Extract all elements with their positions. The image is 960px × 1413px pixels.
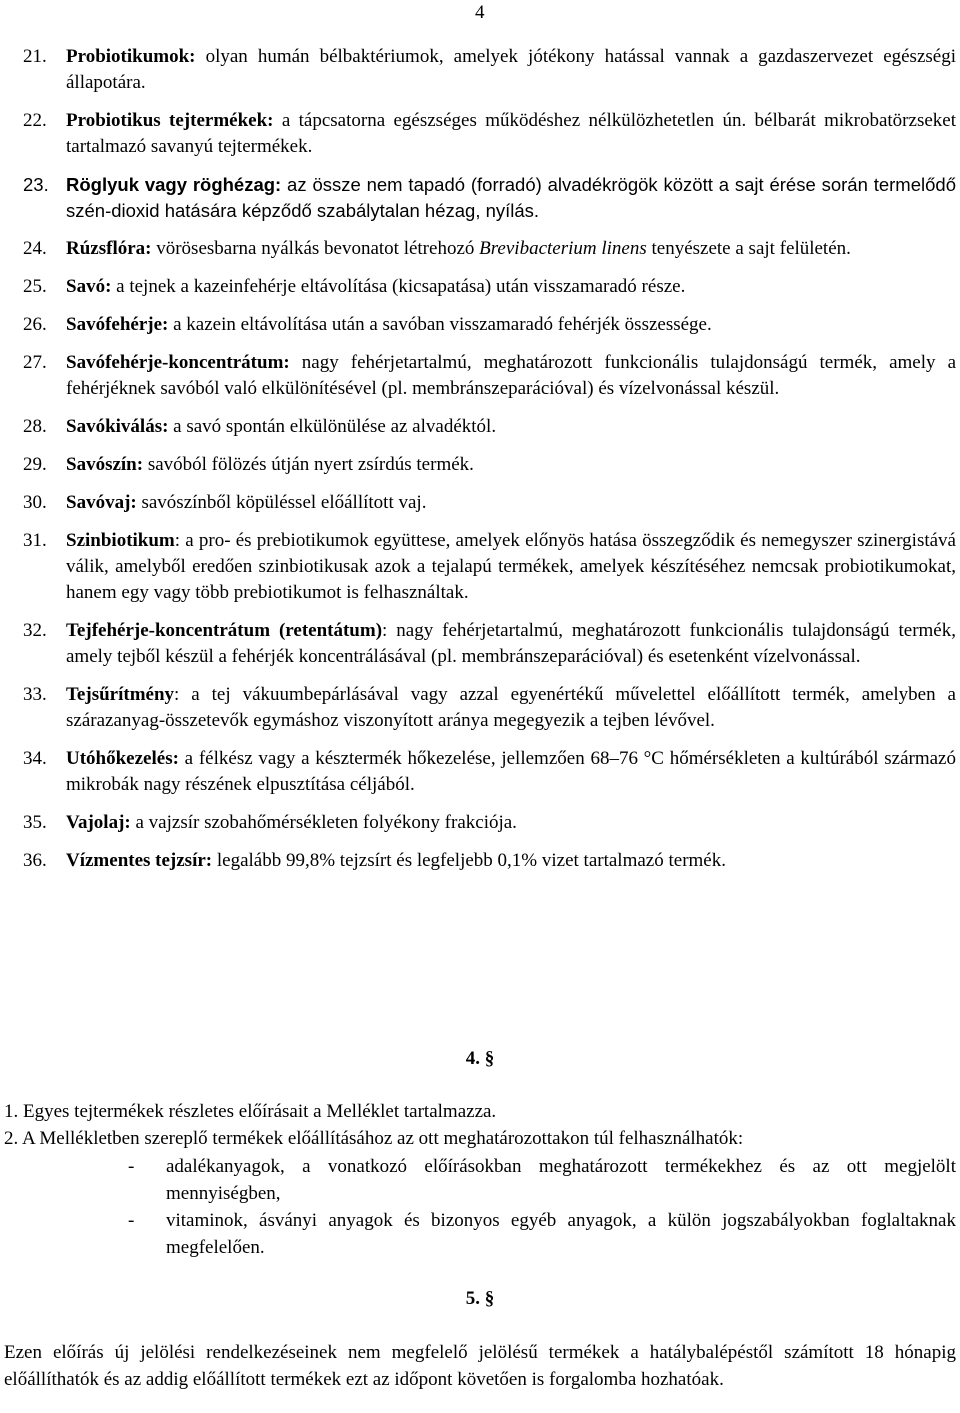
- definition-34: [0, 746, 960, 798]
- definitions-list: [0, 44, 960, 886]
- definition-term: Utóhőkezelés:: [66, 748, 179, 769]
- definition-text: nagy fehérjetartalmú, meghatározott funkcionális tulajdonságú termék, amely a fehérjéknek savóból való elkülönítésével (pl. membránszeparációval) és vízelvonással készül.: [66, 352, 956, 399]
- definition-term: Probiotikumok:: [66, 46, 196, 67]
- definition-term: Rúzsflóra:: [66, 238, 152, 259]
- definition-number: 27.: [23, 352, 47, 373]
- definition-text: a tápcsatorna egészséges működéshez nélkülözhetetlen ún. bélbarát mikrobatörzseket tartalmazó savanyú tejtermékek.: [66, 110, 956, 157]
- definition-term: Vajolaj:: [66, 812, 131, 833]
- definition-text: a tejnek a kazeinfehérje eltávolítása (kicsapatása) után visszamaradó része.: [111, 276, 686, 297]
- definition-number: 29.: [23, 454, 47, 475]
- definition-text: olyan humán bélbaktériumok, amelyek jótékony hatással vannak a gazdaszervezet egészségi állapotára.: [66, 46, 956, 93]
- definition-text: : a pro- és prebiotikumok együttese, amelyek előnyös hatása összegződik és nemegyszer szinergistává válik, amelyből eredően szinbiotikusak azok a tejalapú termékek, amelyek készítéséhez nemcsak probiotikumokat, hanem egy vagy több prebiotikumot is felhasználtak.: [66, 530, 956, 603]
- section-4-paragraph-1: 1. Egyes tejtermékek részletes előírásait a Melléklet tartalmazza.: [4, 1101, 497, 1122]
- definition-21: [0, 44, 960, 96]
- definition-term: Savószín:: [66, 454, 144, 475]
- section-4-heading: 4. §: [465, 1048, 495, 1069]
- definition-term: Savóvaj:: [66, 492, 137, 513]
- definition-text: az össze nem tapadó (forradó) alvadékrögök között a sajt érése során termelődő szén-dioxid hatására képződő szabálytalan hézag, nyílás.: [66, 174, 956, 221]
- definition-term: Szinbiotikum: [66, 530, 175, 551]
- definition-text: savóból fölözés útján nyert zsírdús termék.: [143, 454, 474, 475]
- definition-text: a vajzsír szobahőmérsékleten folyékony frakciója.: [130, 812, 517, 833]
- definition-22: [0, 108, 960, 160]
- definition-number: 35.: [23, 812, 47, 833]
- definition-23: [0, 172, 960, 224]
- bullet-dash: -: [128, 1156, 135, 1177]
- definition-33: [0, 682, 960, 734]
- definition-number: 33.: [23, 684, 47, 705]
- definition-text: savószínből köpüléssel előállított vaj.: [136, 492, 427, 513]
- definition-text: legalább 99,8% tejzsírt és legfeljebb 0,1% vizet tartalmazó termék.: [212, 850, 726, 871]
- definition-26: [0, 312, 960, 338]
- section-4-bullet-2: [128, 1207, 956, 1261]
- definition-term: Savófehérje-koncentrátum:: [66, 352, 290, 373]
- definition-number: 23.: [23, 174, 49, 195]
- definition-number: 36.: [23, 850, 47, 871]
- definition-number: 31.: [23, 530, 47, 551]
- definition-text-after: tenyészete a sajt felületén.: [646, 238, 851, 259]
- definition-number: 32.: [23, 620, 47, 641]
- definition-number: 28.: [23, 416, 47, 437]
- bullet-text: adalékanyagok, a vonatkozó előírásokban meghatározott termékekhez és az ott megjelölt mennyiségben,: [166, 1156, 956, 1204]
- definition-term: Savókiválás:: [66, 416, 169, 437]
- definition-24: [0, 236, 960, 262]
- definition-number: 34.: [23, 748, 47, 769]
- definition-32: [0, 618, 960, 670]
- species-name: Brevibacterium linens: [479, 238, 647, 259]
- definition-31: [0, 528, 960, 606]
- definition-number: 25.: [23, 276, 47, 297]
- definition-35: [0, 810, 960, 836]
- definition-number: 21.: [23, 46, 47, 67]
- section-4-paragraph-2: 2. A Mellékletben szereplő termékek előállításához az ott meghatározottakon túl felhasználhatók:: [4, 1128, 744, 1149]
- definition-term: Röglyuk vagy röghézag:: [66, 174, 282, 195]
- definition-text: : a tej vákuumbepárlásával vagy azzal egyenértékű művelettel előállított termék, amelyben a szárazanyag-összetevők egymáshoz viszonyított aránya megegyezik a tejben lévővel.: [66, 684, 956, 731]
- definition-27: [0, 350, 960, 402]
- definition-number: 22.: [23, 110, 47, 131]
- definition-term: Savófehérje:: [66, 314, 169, 335]
- definition-term: Savó:: [66, 276, 112, 297]
- definition-25: [0, 274, 960, 300]
- definition-number: 30.: [23, 492, 47, 513]
- definition-text: a félkész vagy a késztermék hőkezelése, jellemzően 68–76 °C hőmérsékleten a kultúrából származó mikrobák nagy részének elpusztítása céljából.: [66, 748, 956, 795]
- definition-term: Tejfehérje-koncentrátum (retentátum): [66, 620, 383, 641]
- definition-28: [0, 414, 960, 440]
- page-number: 4: [475, 2, 485, 23]
- definition-number: 26.: [23, 314, 47, 335]
- definition-text: a kazein eltávolítása után a savóban visszamaradó fehérjék összessége.: [168, 314, 712, 335]
- bullet-text: vitaminok, ásványi anyagok és bizonyos egyéb anyagok, a külön jogszabályokban foglaltaknak megfelelően.: [166, 1210, 956, 1258]
- definition-29: [0, 452, 960, 478]
- bullet-dash: -: [128, 1210, 135, 1231]
- definition-text: : nagy fehérjetartalmú, meghatározott funkcionális tulajdonságú termék, amely tejből készül a fehérjék koncentrálásával (pl. membránszeparációval) és esetenként vízelvonással.: [66, 620, 956, 667]
- section-4-bullet-1: [128, 1153, 956, 1207]
- definition-term: Probiotikus tejtermékek:: [66, 110, 274, 131]
- section-5-heading: 5. §: [465, 1288, 495, 1309]
- definition-36: [0, 848, 960, 874]
- definition-text: vörösesbarna nyálkás bevonatot létrehozó: [151, 238, 480, 259]
- definition-text: a savó spontán elkülönülése az alvadéktól.: [168, 416, 497, 437]
- definition-term: Vízmentes tejzsír:: [66, 850, 213, 871]
- definition-30: [0, 490, 960, 516]
- section-5-paragraph: Ezen előírás új jelölési rendelkezéseinek nem megfelelő jelölésű termékek a hatálybalépéstől számított 18 hónapig előállíthatók és az addig előállított termékek ezt az időpont követően is forgalomba hozhatóak.: [4, 1342, 956, 1390]
- definition-term: Tejsűrítmény: [66, 684, 175, 705]
- definition-number: 24.: [23, 238, 47, 259]
